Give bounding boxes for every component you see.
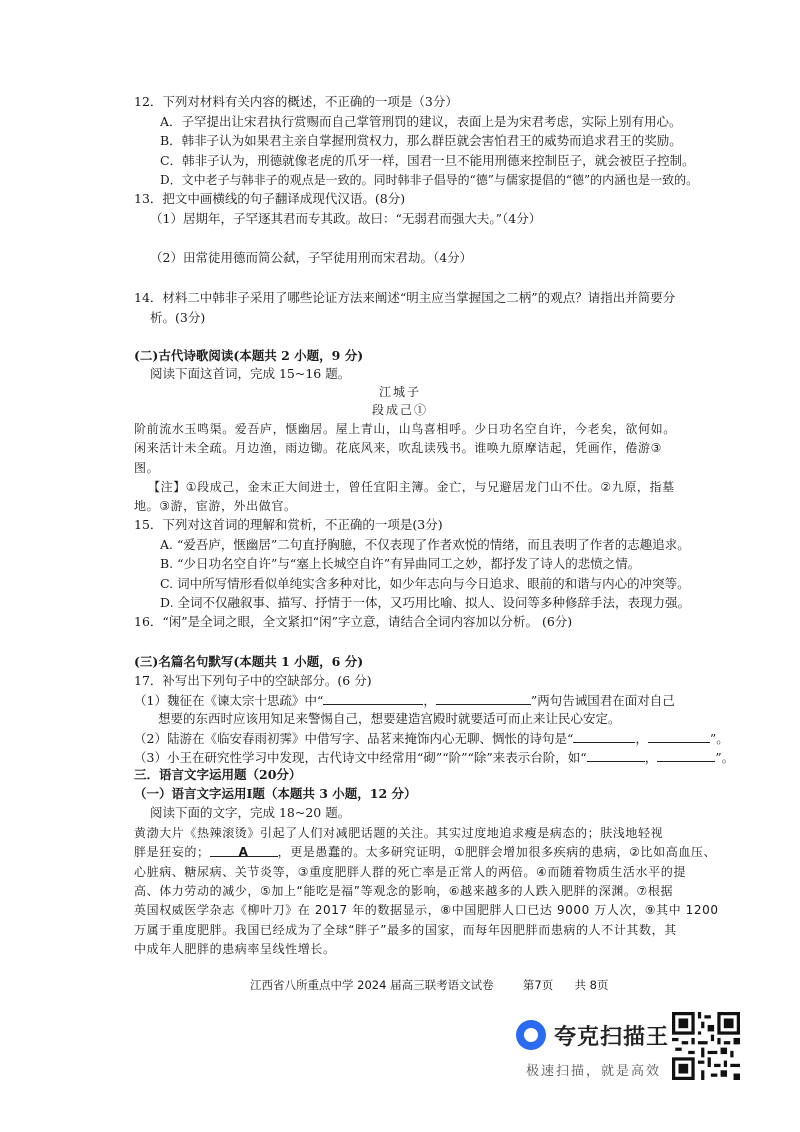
section-poetry-heading: (二)古代诗歌阅读(本题共 2 小题，9 分) xyxy=(134,348,364,363)
passage-line-6: 万属于重度肥胖。我国已经成为了全球“胖子”最多的国家，而每年因肥胖而患病的人不计其数，其 xyxy=(134,923,677,937)
q13-stem: 13．把文中画横线的句子翻译成现代汉语。(8分) xyxy=(134,191,406,206)
part3-subheading: （一）语言文字运用Ⅰ题（本题共 3 小题，12 分） xyxy=(134,786,417,801)
answer-blank[interactable] xyxy=(648,730,710,743)
q17-item-1-cont: 想要的东西时应该用知足来警惕自己，想要建造宫殿时就要适可而止来让民心安定。 xyxy=(158,711,621,726)
poem-line-2: 闲来活计未全疏。月边渔，雨边锄。花底风来，吹乱读残书。谁唤九原摩诘起，凭画作，倦游③ xyxy=(134,441,662,455)
poem-note-1: 【注】①段成己，金末正大间进士，曾任宜阳主簿。金亡，与兄避居龙门山不仕。②九原，指墓 xyxy=(148,480,675,494)
q17-item-1: （1）魏征在《谏太宗十思疏》中“ ， ”两句告诫国君在面对自己 xyxy=(134,693,675,708)
q13-sentence-1: （1）居期年，子罕逐其君而专其政。故曰：“无弱君而强大夫。”（4分） xyxy=(150,211,542,226)
page-footer xyxy=(250,977,609,993)
page-number: 第7页 xyxy=(522,978,554,992)
poem-line-1: 阶前流水玉鸣渠。爱吾庐，惬幽居。屋上青山，山鸟喜相呼。少日功名空自许，今老矣，欲何如。 xyxy=(134,422,676,436)
poem-line-3: 图。 xyxy=(134,461,160,475)
section-memorization-heading: (三)名篇名句默写(本题共 1 小题，6 分) xyxy=(134,654,364,669)
passage-line-3: 心脏病、糖尿病、关节炎等，③重度肥胖人群的死亡率是正常人的两倍。④而随着物质生活水平的提 xyxy=(134,865,686,879)
q12-option-a: A．子罕提出让宋君执行赏赐而自己掌管刑罚的建议，表面上是为宋君考虑，实际上别有用心。 xyxy=(160,114,682,129)
passage-line-2: 胖是狂妄的； A ，更是愚蠢的。太多研究证明，①肥胖会增加很多疾病的患病，②比如高血压、 xyxy=(134,845,717,859)
q16-stem: 16．“闲”是全词之眼，全文紧扣“闲”字立意，请结合全词内容加以分析。 (6分) xyxy=(134,614,573,629)
blank-a[interactable]: A xyxy=(210,844,278,857)
q15-stem: 15．下列对这首词的理解和赏析，不正确的一项是(3分) xyxy=(134,517,443,532)
q17-stem: 17．补写出下列句子中的空缺部分。(6 分) xyxy=(134,673,372,688)
passage-line-7: 中成年人肥胖的患病率呈线性增长。 xyxy=(134,942,336,956)
q14-line-1: 14．材料二中韩非子采用了哪些论证方法来阐述“明主应当掌握国之二柄”的观点？请指出并简要分 xyxy=(134,290,676,305)
passage-line-1: 黄渤大片《热辣滚烫》引起了人们对减肥话题的关注。其实过度地追求瘦是病态的；肤浅地轻视 xyxy=(134,826,664,840)
passage-line-5: 英国权威医学杂志《柳叶刀》在 2017 年的数据显示，⑧中国肥胖人口已达 9000 万人次，⑨其中 1200 xyxy=(134,903,719,917)
q17-item-3: （3）小王在研究性学习中发现，古代诗文中经常用“砌”“阶”“除”来表示台阶，如“ ， ”。 xyxy=(134,750,735,765)
part3-intro: 阅读下面的文字，完成 18~20 题。 xyxy=(150,805,351,820)
page-total: 共 8页 xyxy=(574,978,609,992)
poem-note-2: 地。③游，宦游，外出做官。 xyxy=(134,499,297,513)
answer-blank[interactable] xyxy=(657,749,715,762)
passage-line-4: 高、体力劳动的减少，⑤加上“能吃是福”等观念的影响，⑥越来越多的人跌入肥胖的深渊。⑦根据 xyxy=(134,884,674,898)
q12-stem: 12．下列对材料有关内容的概述，不正确的一项是（3分） xyxy=(134,94,458,109)
answer-blank[interactable] xyxy=(573,730,635,743)
section-poetry-intro: 阅读下面这首词，完成 15~16 题。 xyxy=(150,366,351,381)
poem-title: 江城子 xyxy=(378,385,421,399)
qr-code-icon xyxy=(672,1012,740,1080)
q15-option-a: A. “爱吾庐，惬幽居”二句直抒胸臆，不仅表现了作者欢悦的情绪，而且表明了作者的志趣追求。 xyxy=(160,537,690,552)
exam-title: 江西省八所重点中学 2024 届高三联考语文试卷 xyxy=(250,978,494,992)
answer-blank[interactable] xyxy=(436,692,531,705)
answer-blank[interactable] xyxy=(323,692,423,705)
scanner-slogan: 极速扫描，就是高效 xyxy=(526,1064,662,1079)
scanner-logo-icon xyxy=(516,1020,546,1050)
scanner-brand: 夸克扫描王 xyxy=(554,1025,670,1050)
q14-line-2: 析。(3分) xyxy=(150,310,206,325)
q15-option-c: C. 词中所写情形看似单纯实含多种对比，如少年志向与今日追求、眼前的和谐与内心的冲突等。 xyxy=(160,576,690,591)
q12-option-d: D．文中老子与韩非子的观点是一致的。同时韩非子倡导的“德”与儒家提倡的“德”的内涵也是一致的。 xyxy=(160,173,699,187)
poem-author: 段成己① xyxy=(371,403,428,417)
answer-blank[interactable] xyxy=(587,749,645,762)
q15-option-b: B. “少日功名空自许”与“塞上长城空自许”有异曲同工之妙，都抒发了诗人的悲愤之情。 xyxy=(160,556,641,571)
q17-item-2: （2）陆游在《临安春雨初霁》中借写字、品茗来掩饰内心无聊、惆怅的诗句是“ ， ”。 xyxy=(134,731,729,746)
q13-sentence-2: （2）田常徒用德而简公弑，子罕徒用刑而宋君劫。（4分） xyxy=(150,250,473,265)
q12-option-b: B．韩非子认为如果君主亲自掌握刑赏权力，那么群臣就会害怕君王的威势而追求君王的奖励。 xyxy=(160,133,682,148)
q15-option-d: D. 全词不仅融叙事、描写、抒情于一体，又巧用比喻、拟人、设问等多种修辞手法，表现力强。 xyxy=(160,595,691,610)
part3-heading: 三．语言文字运用题（20分） xyxy=(134,767,302,782)
q12-option-c: C．韩非子认为，刑德就像老虎的爪牙一样，国君一旦不能用刑德来控制臣子，就会被臣子控制。 xyxy=(160,153,695,168)
